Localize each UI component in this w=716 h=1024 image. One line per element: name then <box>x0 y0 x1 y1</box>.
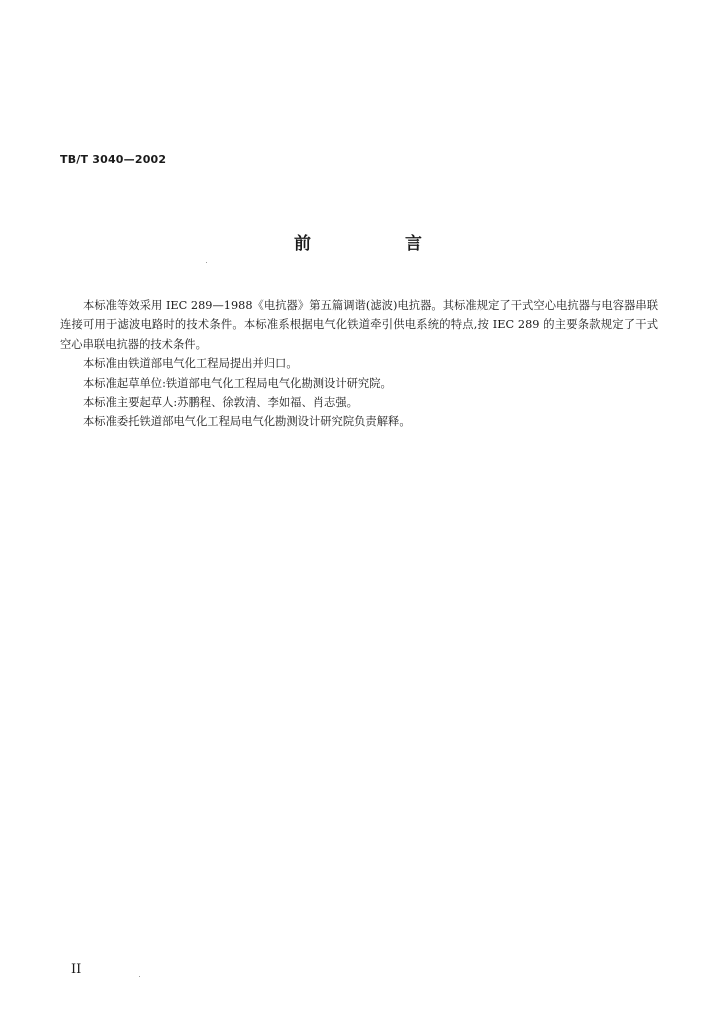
page-number: II <box>71 962 82 977</box>
foreword-title: 前 言 <box>294 234 466 254</box>
scan-speck <box>206 262 207 263</box>
foreword-body <box>60 296 658 432</box>
foreword-paragraph-scope: 本标准等效采用 IEC 289—1988《电抗器》第五篇调谐(滤波)电抗器。其标准规定了干式空心电抗器与电容器串联连接可用于滤波电路时的技术条件。本标准系根据电气化铁道牵引供电系统的特点,按 IEC 289 的主要条款规定了干式空心串联电抗器的技术条件。 <box>60 299 658 351</box>
foreword-paragraph-drafters: 本标准主要起草人:苏鹏程、徐敦清、李如福、肖志强。 <box>83 396 358 410</box>
standard-code: TB/T 3040—2002 <box>60 153 167 166</box>
foreword-paragraph-proposer: 本标准由铁道部电气化工程局提出并归口。 <box>83 357 298 371</box>
foreword-paragraph-interpretation: 本标准委托铁道部电气化工程局电气化勘测设计研究院负责解释。 <box>83 415 411 429</box>
scan-speck <box>139 976 140 977</box>
foreword-paragraph-drafting-unit: 本标准起草单位:铁道部电气化工程局电气化勘测设计研究院。 <box>83 376 392 390</box>
